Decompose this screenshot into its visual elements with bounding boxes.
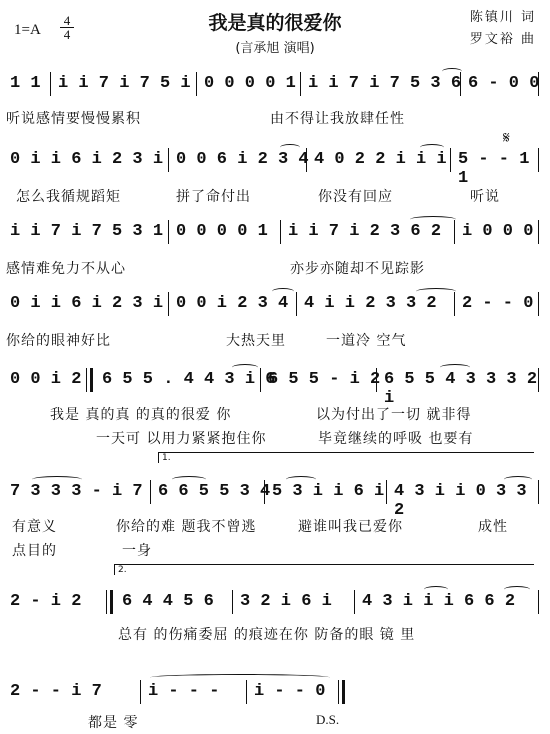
barline (150, 480, 151, 504)
barline (232, 590, 233, 614)
lyric-line-verse2: 一天可 以用力紧紧抱住你 (96, 431, 267, 447)
barline (538, 480, 539, 504)
measure: i i 7 i 7 5 3 6 (308, 74, 462, 93)
barline (300, 72, 301, 96)
measure: i i 7 i 7 5 i (58, 74, 191, 93)
barline (140, 680, 141, 704)
score-system-3 (10, 216, 540, 252)
volta-second-ending: 2. (114, 564, 534, 575)
barline (450, 148, 451, 172)
score-system-7 (10, 586, 540, 622)
barline (50, 72, 51, 96)
measure: 6 5 5 . 4 4 3 i 6 (102, 370, 276, 389)
score-system-2 (10, 144, 540, 188)
measure: 0 0 6 i 2 3 4 (176, 150, 309, 169)
measure: i i 7 i 7 5 3 1 (10, 222, 164, 241)
measure: 6 - 0 0 (468, 74, 540, 93)
lyric-line: 你给的难 题我不曾逃 (116, 519, 257, 535)
tie-arc (232, 364, 258, 371)
measure: 4 3 i i i 6 6 2 (362, 592, 516, 611)
score-system-4 (10, 288, 540, 324)
lyricist-credit: 陈镇川 词 (469, 10, 536, 25)
tie-arc (504, 586, 530, 593)
measure: 3 2 i 6 i (240, 592, 332, 611)
measure: 0 0 0 0 1 (176, 222, 268, 241)
final-barline (338, 680, 345, 704)
barline (454, 220, 455, 244)
tie-arc (442, 68, 462, 75)
barline (538, 368, 539, 392)
tie-arc (150, 674, 330, 681)
lyric-line-verse2: 毕竟继续的呼吸 也要有 (318, 431, 474, 447)
lyric-line: 有意义 (12, 519, 57, 535)
lyric-line: 一道冷 空气 (326, 333, 407, 349)
measure: 2 - - 0 (462, 294, 534, 313)
lyric-line: 由不得让我放肆任性 (270, 111, 405, 127)
lyric-line: 你给的眼神好比 (6, 333, 111, 349)
volta-first-ending: 1. (158, 452, 534, 463)
lyric-line-verse2: 点目的 (12, 543, 57, 559)
lyric-line: 成性 (478, 519, 508, 535)
measure: 5 - - 1 1 (458, 150, 530, 188)
slur-arc (420, 144, 444, 151)
lyric-line: 都是 零 (88, 715, 139, 731)
measure: 0 i i 6 i 2 3 i (10, 294, 164, 313)
measure: 2 - - i 7 (10, 682, 102, 701)
lyric-line: 总有 的伤痛委屈 的痕迹在你 防备的眼 镜 里 (118, 627, 416, 643)
score-system-5 (10, 364, 540, 408)
time-signature-bottom: 4 (63, 27, 71, 42)
lyric-line: 听说 (470, 189, 500, 205)
lyric-line: 怎么我循规蹈矩 (16, 189, 121, 205)
measure: 5 3 i i 6 i (272, 482, 385, 501)
score-system-8 (10, 676, 540, 712)
tie-arc (416, 288, 456, 295)
barline (280, 220, 281, 244)
measure: 6 4 4 5 6 (122, 592, 214, 611)
barline (264, 480, 265, 504)
measure: 4 i i 2 3 3 2 (304, 294, 437, 313)
song-title: 我是真的很爱你 (208, 12, 342, 34)
barline (246, 680, 247, 704)
measure: i 0 0 0 (462, 222, 534, 241)
tie-arc (286, 476, 316, 483)
barline (538, 292, 539, 316)
barline (260, 368, 261, 392)
segno-sign: 𝄋 (503, 128, 510, 147)
repeat-start-barline (86, 368, 93, 392)
barline (354, 590, 355, 614)
lyric-line: 你没有回应 (318, 189, 393, 205)
barline (196, 72, 197, 96)
barline (168, 220, 169, 244)
tie-arc (32, 476, 82, 483)
barline (296, 292, 297, 316)
measure: 0 0 i 2 3 4 (176, 294, 289, 313)
barline (168, 292, 169, 316)
measure: 4 3 i i 0 3 3 2 (394, 482, 527, 520)
key-signature: 1=A (14, 22, 41, 38)
measure: i - - - (148, 682, 220, 701)
tie-arc (172, 476, 206, 483)
lyric-line: 感情难免力不从心 (6, 261, 126, 277)
barline (386, 480, 387, 504)
lyric-line: 拼了命付出 (176, 189, 251, 205)
barline (538, 590, 539, 614)
measure: i i 7 i 2 3 6 2 (288, 222, 442, 241)
lyric-line: 亦步亦随却不见踪影 (290, 261, 425, 277)
composer-credit: 罗文裕 曲 (469, 32, 536, 47)
measure: i - - 0 (254, 682, 326, 701)
barline (454, 292, 455, 316)
measure: 6 5 5 - i 2 (268, 370, 381, 389)
barline (538, 220, 539, 244)
singer-credit: (言承旭 演唱) (235, 41, 315, 56)
lyric-line: 避谁叫我已爱你 (298, 519, 403, 535)
barline (376, 368, 377, 392)
tie-arc (424, 586, 448, 593)
lyric-line: 听说感情要慢慢累积 (6, 111, 141, 127)
measure: 2 - i 2 (10, 592, 82, 611)
tie-arc (504, 476, 532, 483)
tie-arc (440, 364, 470, 371)
measure: 6 5 5 4 3 3 3 2 i (384, 370, 538, 408)
measure: 0 0 i 2 (10, 370, 82, 389)
lyric-line: 我是 真的真 的真的很爱 你 (50, 407, 232, 423)
time-signature-top: 4 (60, 14, 74, 28)
barline (538, 148, 539, 172)
measure: 6 6 5 5 3 4 (158, 482, 271, 501)
repeat-end-barline (106, 590, 113, 614)
score-system-1 (10, 68, 540, 104)
tie-arc (280, 144, 300, 151)
barline (306, 148, 307, 172)
tie-arc (410, 216, 456, 223)
measure: 0 0 0 0 1 (204, 74, 296, 93)
measure: 4 0 2 2 i i i (314, 150, 447, 169)
barline (168, 148, 169, 172)
measure: 7 3 3 3 - i 7 (10, 482, 143, 501)
barline (538, 72, 539, 96)
lyric-line: 以为付出了一切 就非得 (316, 407, 472, 423)
lyric-line-verse2: 一身 (122, 543, 152, 559)
lyric-line: 大热天里 (226, 333, 286, 349)
measure: 1 1 (10, 74, 41, 93)
score-system-6 (10, 476, 540, 520)
measure: 0 i i 6 i 2 3 i (10, 150, 164, 169)
barline (460, 72, 461, 96)
dal-segno-mark: D.S. (316, 712, 340, 727)
tie-arc (272, 288, 294, 295)
